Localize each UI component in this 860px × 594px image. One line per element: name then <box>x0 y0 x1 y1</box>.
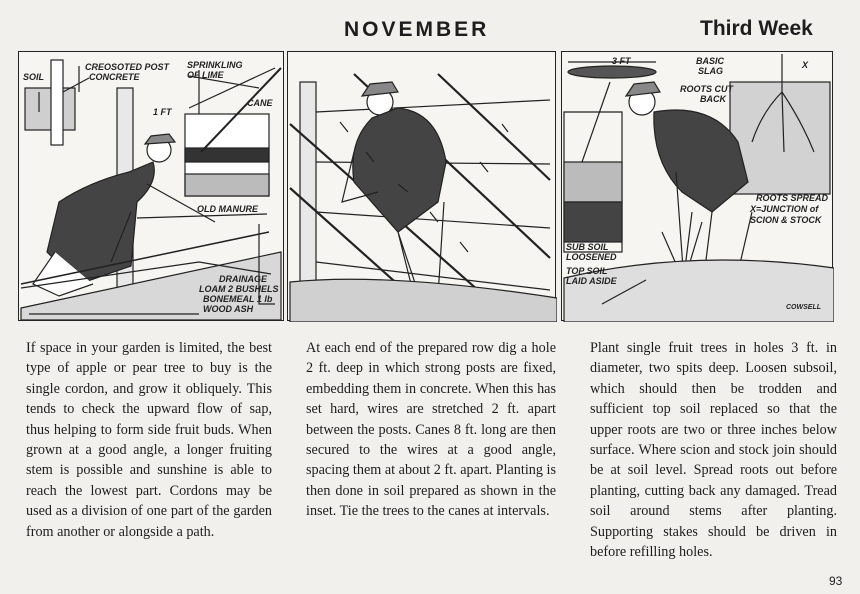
label-bonemeal: BONEMEAL 1 lb <box>203 294 273 304</box>
column-text-3: Plant single fruit trees in holes 3 ft. in diameter, two spits deep. Loosen subsoil, which should then be trodden and sufficient top soil replaced so that the upper roots are two or three inches below surface. Where scion and stock join should be at soil level. Spread roots out before planting, cutting back any damaged. Tread soil around stems after planting. Supporting stakes should be driven in before refilling holes. <box>590 340 837 561</box>
label-three-ft: 3 FT <box>612 56 631 66</box>
illustration-cordon-post <box>18 51 284 321</box>
label-top-soil: TOP SOIL <box>566 266 608 276</box>
label-junction: X=JUNCTION of <box>750 204 819 214</box>
label-laid-aside: LAID ASIDE <box>566 276 617 286</box>
label-concrete: CONCRETE <box>89 72 140 82</box>
wires-drawing <box>288 52 557 322</box>
label-slag: SLAG <box>698 66 724 76</box>
label-basic: BASIC <box>696 56 725 66</box>
page-number: 93 <box>829 574 843 588</box>
label-roots-cut: ROOTS CUT <box>680 84 733 94</box>
label-x: X <box>802 60 809 70</box>
column-text-1: If space in your garden is limited, the best type of apple or pear tree to buy is the single cordon, and grow it obliquely. This tends to check the upward flow of sap, thus helping to form side fruit buds. When grown at a good angle, a longer fruiting stem is possible and sunshine is able to reach the lowest part. Cordons may be used as a division of one part of the garden from another or alongside a path. <box>26 340 272 540</box>
label-wood-ash: WOOD ASH <box>203 304 254 314</box>
label-of-lime: OF LIME <box>187 70 224 80</box>
illustration-cordon-wires <box>287 51 556 321</box>
page-title-week: Third Week <box>700 17 813 40</box>
label-creosoted-post: CREOSOTED POST <box>85 62 170 72</box>
label-one-ft: 1 FT <box>153 107 172 117</box>
illustration-tree-planting <box>561 51 833 321</box>
label-scion-stock: SCION & STOCK <box>750 215 822 225</box>
label-sprinkling: SPRINKLING <box>187 60 243 70</box>
label-loosened: LOOSENED <box>566 252 617 262</box>
label-drainage: DRAINAGE <box>219 274 268 284</box>
label-cane: CANE <box>247 98 273 108</box>
label-back: BACK <box>700 94 726 104</box>
label-soil: SOIL <box>23 72 45 82</box>
label-roots-spread: ROOTS SPREAD <box>756 193 829 203</box>
artist-signature: COWSELL <box>786 304 821 311</box>
page-title-month: NOVEMBER <box>344 18 490 41</box>
label-sub-soil: SUB SOIL <box>566 242 609 252</box>
label-old-manure: OLD MANURE <box>197 204 258 214</box>
label-loam: LOAM 2 BUSHELS <box>199 284 279 294</box>
column-text-2: At each end of the prepared row dig a hole 2 ft. deep in which strong posts are fixed, embedding them in concrete. When this has set hard, wires are stretched 2 ft. apart between the posts. Canes 8 ft. long are then secured to the wires at a good angle, spacing them at about 2 ft. apart. Planting is then done in soil prepared as shown in the inset. Tie the trees to the canes at intervals. <box>306 340 556 520</box>
